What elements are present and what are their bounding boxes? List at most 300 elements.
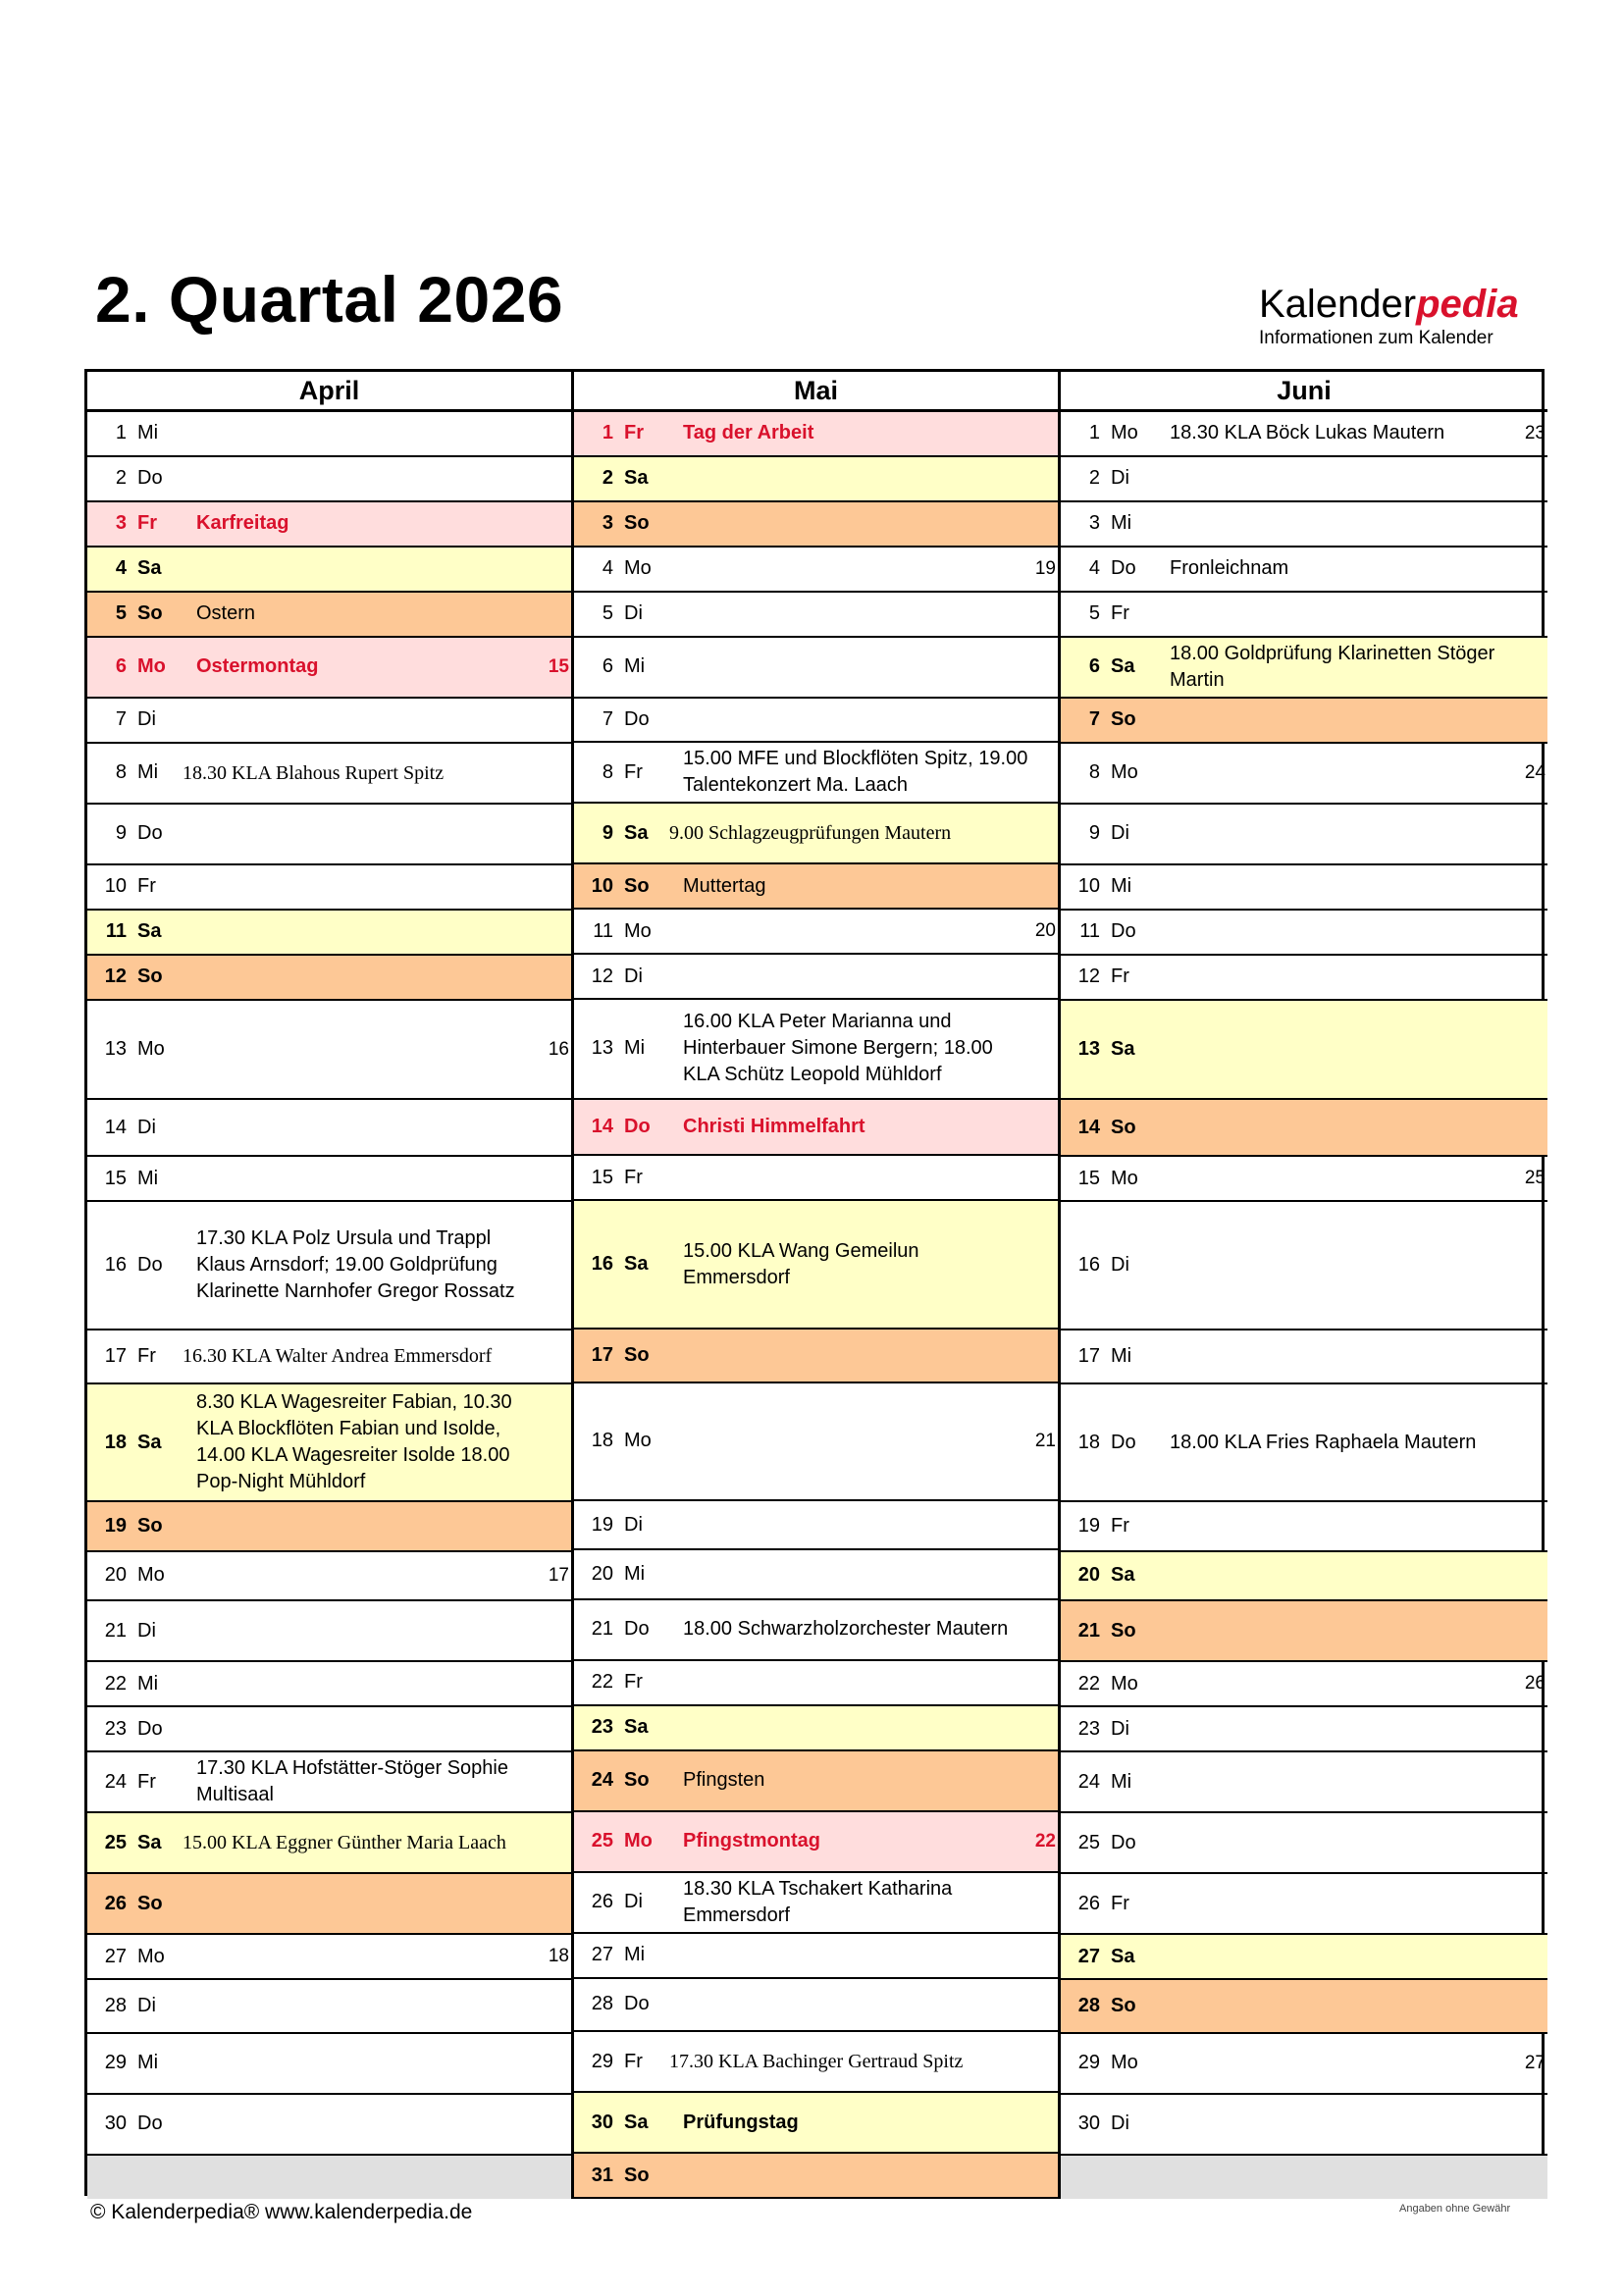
weekday: Mi	[137, 422, 159, 444]
weekday: So	[624, 512, 650, 535]
day-number: 7	[1088, 708, 1100, 731]
event-text: 18.00 KLA Fries Raphaela Mautern	[1170, 1431, 1477, 1453]
day-number: 19	[1077, 1515, 1100, 1538]
day-row	[574, 955, 1058, 1000]
day-number: 8	[115, 761, 127, 784]
weekday: Di	[624, 965, 643, 987]
day-row	[1061, 805, 1547, 865]
weekday: Di	[624, 1891, 643, 1913]
day-row	[574, 910, 1058, 955]
event-text: 18.00 Goldprüfung Klarinetten Stöger Martin	[1170, 642, 1495, 691]
day-number: 27	[591, 1944, 613, 1966]
day-row	[1061, 865, 1547, 911]
day-number: 9	[1088, 822, 1100, 845]
weekday: Fr	[1111, 1892, 1129, 1914]
day-row	[574, 1661, 1058, 1706]
month-column-juni	[1061, 412, 1547, 2199]
weekday: Fr	[137, 512, 157, 535]
event-text: 9.00 Schlagzeugprüfungen Mautern	[669, 822, 952, 845]
event-text: Tag der Arbeit	[683, 422, 814, 444]
weekday: So	[137, 1515, 163, 1538]
week-number: 19	[1034, 557, 1056, 579]
day-number: 16	[104, 1253, 127, 1276]
weekday: Do	[624, 1618, 650, 1641]
day-row	[574, 699, 1058, 744]
day-number: 28	[591, 1993, 613, 2015]
day-number: 6	[115, 655, 127, 678]
brand-name	[1259, 285, 1544, 324]
day-number: 21	[591, 1618, 613, 1641]
day-row	[1061, 1552, 1547, 1601]
day-number: 16	[1077, 1253, 1100, 1276]
day-number: 2	[602, 467, 613, 490]
day-row	[1061, 1157, 1547, 1202]
day-row	[87, 1157, 571, 1202]
weekday: So	[137, 602, 163, 625]
weekday: Do	[137, 1717, 163, 1740]
week-number: 27	[1524, 2052, 1545, 2073]
day-number: 15	[1077, 1167, 1100, 1189]
week-number: 21	[1034, 1430, 1056, 1451]
day-row	[574, 1156, 1058, 1201]
day-number: 13	[591, 1037, 613, 1060]
weekday: Mi	[137, 761, 159, 784]
event-text: 18.30 KLA Böck Lukas Mautern	[1170, 422, 1445, 444]
event-text: 17.30 KLA Hofstätter-Stöger Sophie Multisaal	[196, 1757, 508, 1806]
weekday: Mi	[624, 1944, 646, 1966]
weekday: Fr	[624, 760, 643, 783]
day-row	[1061, 1001, 1547, 1101]
day-row	[1061, 1601, 1547, 1662]
day-row	[1061, 699, 1547, 744]
day-number: 16	[591, 1253, 613, 1276]
day-number: 15	[104, 1167, 127, 1189]
day-number: 13	[1077, 1038, 1100, 1061]
weekday: Mi	[1111, 875, 1132, 898]
month-header-april: April	[87, 372, 574, 412]
brand-name-main: Kalender	[1259, 283, 1417, 326]
day-number: 14	[1077, 1116, 1100, 1138]
day-row	[574, 457, 1058, 502]
day-row	[87, 1601, 571, 1662]
day-row	[1061, 1813, 1547, 1874]
weekday: Mo	[137, 1564, 165, 1587]
day-row	[1061, 2095, 1547, 2156]
day-number: 9	[115, 822, 127, 845]
day-number: 29	[1077, 2052, 1100, 2074]
day-number: 6	[602, 655, 613, 678]
weekday: So	[1111, 1619, 1136, 1642]
day-row	[87, 1662, 571, 1707]
day-number: 10	[104, 875, 127, 898]
day-number: 2	[1088, 467, 1100, 490]
day-number: 22	[591, 1671, 613, 1694]
day-row	[87, 744, 571, 805]
day-row	[574, 1706, 1058, 1751]
day-number: 7	[115, 708, 127, 731]
day-number: 24	[104, 1770, 127, 1793]
weekday: Fr	[1111, 602, 1129, 625]
event-text: 16.00 KLA Peter Marianna und Hinterbauer Simone Bergern; 18.00 KLA Schütz Leopold Mühldorf	[683, 1011, 993, 1086]
weekday: Do	[624, 707, 650, 730]
weekday: So	[624, 1769, 650, 1792]
day-row	[574, 1330, 1058, 1383]
weekday: Mi	[624, 655, 646, 678]
day-number: 2	[115, 467, 127, 490]
weekday: Di	[137, 1995, 156, 2016]
day-number: 5	[602, 602, 613, 625]
weekday: Sa	[1111, 655, 1135, 678]
day-row	[574, 1600, 1058, 1661]
day-number: 1	[602, 422, 613, 444]
day-row	[1061, 956, 1547, 1001]
day-number: 21	[104, 1619, 127, 1642]
weekday: Di	[1111, 467, 1129, 490]
weekday: So	[624, 1343, 650, 1366]
weekday: Mi	[1111, 1770, 1132, 1793]
day-number: 18	[591, 1430, 613, 1452]
weekday: Do	[1111, 1431, 1136, 1453]
day-number: 26	[104, 1892, 127, 1914]
weekday: Sa	[1111, 1038, 1135, 1061]
day-number: 12	[104, 965, 127, 988]
day-row	[87, 1384, 571, 1503]
day-number: 17	[1077, 1344, 1100, 1367]
day-number: 27	[104, 1945, 127, 1967]
day-row	[87, 1001, 571, 1101]
month-header-juni: Juni	[1061, 372, 1547, 412]
day-row	[1061, 412, 1547, 457]
weekday: Do	[1111, 920, 1136, 943]
week-number: 25	[1524, 1168, 1545, 1189]
day-row	[1061, 1502, 1547, 1551]
day-row	[87, 1752, 571, 1813]
day-row	[1061, 1384, 1547, 1503]
day-row	[87, 412, 571, 457]
day-row	[574, 502, 1058, 548]
day-number: 23	[104, 1717, 127, 1740]
day-number: 11	[1079, 920, 1100, 943]
day-number: 20	[104, 1564, 127, 1587]
weekday: Fr	[624, 2050, 643, 2072]
day-number: 19	[104, 1515, 127, 1538]
day-number: 22	[1077, 1672, 1100, 1695]
day-number: 18	[104, 1431, 127, 1453]
weekday: Sa	[624, 467, 649, 490]
weekday: Mi	[624, 1563, 646, 1586]
weekday: Do	[1111, 1831, 1136, 1853]
day-row	[1061, 548, 1547, 593]
event-text: 16.30 KLA Walter Andrea Emmersdorf	[183, 1345, 493, 1368]
event-text: 18.30 KLA Blahous Rupert Spitz	[183, 761, 445, 784]
weekday: Sa	[137, 1831, 162, 1853]
day-number: 4	[602, 557, 613, 580]
weekday: Fr	[624, 1166, 643, 1188]
weekday: Sa	[137, 1431, 162, 1453]
brand-tagline: Informationen zum Kalender	[1259, 328, 1493, 348]
weekday: Fr	[137, 1344, 156, 1367]
day-row	[1061, 2034, 1547, 2095]
weekday: Mo	[1111, 422, 1138, 444]
day-row	[574, 1000, 1058, 1100]
weekday: Fr	[1111, 965, 1129, 988]
event-text: Fronleichnam	[1170, 557, 1289, 580]
weekday: So	[1111, 1116, 1136, 1138]
day-number: 23	[1077, 1717, 1100, 1740]
event-text: 17.30 KLA Bachinger Gertraud Spitz	[669, 2051, 964, 2073]
day-number: 3	[602, 512, 613, 535]
page-title: 2. Quartal 2026	[95, 263, 564, 336]
day-number: 19	[591, 1513, 613, 1536]
week-number: 22	[1034, 1830, 1056, 1852]
day-number: 14	[591, 1115, 613, 1137]
day-number: 29	[591, 2050, 613, 2072]
month-column-april	[87, 412, 574, 2199]
event-text: Ostern	[196, 602, 256, 625]
day-row	[1061, 911, 1547, 956]
day-row	[1061, 457, 1547, 502]
day-number: 7	[602, 707, 613, 730]
empty-day-cell	[1061, 2156, 1547, 2199]
day-row	[87, 699, 571, 744]
day-number: 29	[104, 2052, 127, 2074]
brand-logo[interactable]	[1259, 285, 1544, 349]
day-row	[574, 638, 1058, 699]
day-number: 17	[104, 1344, 127, 1367]
day-number: 31	[591, 2164, 613, 2186]
weekday: Fr	[137, 875, 156, 898]
weekday: Mi	[137, 2052, 159, 2074]
day-row	[1061, 1980, 1547, 2034]
weekday: So	[1111, 708, 1136, 731]
week-number: 26	[1524, 1673, 1545, 1695]
event-text: Pfingstmontag	[683, 1830, 820, 1852]
day-number: 23	[591, 1716, 613, 1739]
day-number: 12	[591, 965, 613, 987]
month-header-mai: Mai	[574, 372, 1061, 412]
day-number: 26	[591, 1891, 613, 1913]
day-row	[87, 1935, 571, 1980]
weekday: So	[137, 965, 163, 988]
day-number: 28	[104, 1995, 127, 2016]
weekday: Do	[137, 467, 163, 490]
day-number: 22	[104, 1672, 127, 1695]
day-number: 25	[1077, 1831, 1100, 1853]
weekday: Mo	[624, 557, 652, 580]
weekday: Mi	[137, 1672, 159, 1695]
weekday: Sa	[137, 920, 162, 943]
day-row	[87, 1980, 571, 2034]
day-number: 30	[591, 2111, 613, 2133]
day-row	[1061, 1100, 1547, 1157]
day-row	[87, 1813, 571, 1874]
weekday: Di	[624, 602, 643, 625]
day-row	[87, 457, 571, 502]
quarter-calendar-grid	[84, 369, 1545, 2196]
day-row	[574, 1100, 1058, 1157]
event-text: Karfreitag	[196, 512, 289, 535]
day-row	[87, 2095, 571, 2156]
day-row	[574, 1873, 1058, 1934]
weekday: Mo	[1111, 1167, 1138, 1189]
weekday: Fr	[624, 1671, 643, 1694]
week-number: 17	[548, 1564, 569, 1586]
day-row	[574, 593, 1058, 638]
day-number: 25	[591, 1830, 613, 1852]
day-row	[87, 956, 571, 1001]
weekday: Sa	[137, 557, 162, 580]
day-number: 5	[115, 602, 127, 625]
day-row	[87, 1100, 571, 1157]
day-row	[87, 911, 571, 956]
event-text: 18.00 Schwarzholzorchester Mautern	[683, 1618, 1009, 1641]
weekday: Mo	[137, 1945, 165, 1967]
day-row	[574, 1751, 1058, 1812]
day-row	[87, 1330, 571, 1384]
day-number: 3	[1088, 512, 1100, 535]
day-row	[87, 593, 571, 638]
footer-copyright: © Kalenderpedia® www.kalenderpedia.de	[90, 2201, 473, 2223]
day-number: 4	[115, 557, 127, 580]
day-number: 8	[602, 760, 613, 783]
event-text: 18.30 KLA Tschakert Katharina Emmersdorf	[683, 1877, 953, 1926]
event-text: 8.30 KLA Wagesreiter Fabian, 10.30 KLA Blockflöten Fabian und Isolde, 14.00 KLA Wagesreiter Isolde 18.00 Pop-Night Mühldorf	[196, 1391, 512, 1492]
weekday: Mi	[137, 1167, 159, 1189]
week-number: 20	[1034, 920, 1056, 942]
day-row	[574, 2093, 1058, 2154]
day-number: 10	[591, 874, 613, 897]
day-row	[574, 1550, 1058, 1599]
day-number: 24	[1077, 1770, 1100, 1793]
day-row	[574, 2032, 1058, 2093]
weekday: Sa	[1111, 1564, 1135, 1587]
event-text: Ostermontag	[196, 655, 319, 678]
weekday: Mo	[624, 1830, 653, 1852]
weekday: Di	[1111, 1253, 1129, 1276]
day-number: 24	[591, 1769, 613, 1792]
weekday: Fr	[137, 1770, 156, 1793]
day-row	[87, 865, 571, 911]
weekday: Fr	[1111, 1515, 1129, 1538]
day-row	[1061, 1874, 1547, 1935]
day-number: 26	[1077, 1892, 1100, 1914]
day-row	[87, 805, 571, 865]
weekday: Fr	[624, 422, 644, 444]
weekday: Sa	[624, 1716, 649, 1739]
day-number: 14	[104, 1116, 127, 1138]
day-number: 10	[1077, 875, 1100, 898]
event-text: 15.00 KLA Eggner Günther Maria Laach	[183, 1832, 506, 1854]
weekday: Mo	[1111, 2052, 1138, 2074]
weekday: So	[1111, 1995, 1136, 2016]
weekday: Sa	[624, 2111, 649, 2133]
weekday: Mi	[1111, 1344, 1132, 1367]
day-number: 18	[1077, 1431, 1100, 1453]
day-number: 30	[104, 2112, 127, 2135]
day-row	[1061, 1935, 1547, 1980]
weekday: Do	[624, 1115, 651, 1137]
brand-name-accent: pedia	[1416, 283, 1519, 326]
day-row	[87, 1202, 571, 1330]
week-number: 23	[1524, 422, 1545, 443]
day-row	[574, 1812, 1058, 1873]
day-row	[1061, 502, 1547, 548]
day-number: 8	[1088, 761, 1100, 784]
day-number: 21	[1077, 1619, 1100, 1642]
day-row	[87, 638, 571, 699]
day-row	[1061, 1662, 1547, 1707]
weekday: Mo	[1111, 1672, 1138, 1695]
weekday: Di	[137, 1619, 156, 1642]
event-text: Christi Himmelfahrt	[683, 1115, 865, 1137]
weekday: So	[137, 1892, 163, 1914]
weekday: Di	[137, 708, 156, 731]
day-number: 27	[1077, 1945, 1100, 1967]
weekday: Mi	[1111, 512, 1132, 535]
day-row	[574, 412, 1058, 457]
event-text: 17.30 KLA Polz Ursula und Trappl Klaus Arnsdorf; 19.00 Goldprüfung Klarinette Narnhofer Gregor Rossatz	[196, 1226, 515, 1302]
weekday: Do	[624, 1993, 650, 2015]
day-row	[1061, 1330, 1547, 1384]
day-number: 20	[1077, 1564, 1100, 1587]
event-text: Muttertag	[683, 874, 766, 897]
day-number: 15	[591, 1166, 613, 1188]
day-number: 20	[591, 1563, 613, 1586]
day-row	[87, 1502, 571, 1551]
weekday: Di	[137, 1116, 156, 1138]
day-number: 5	[1088, 602, 1100, 625]
week-number: 18	[548, 1946, 569, 1967]
event-text: 15.00 KLA Wang Gemeilun Emmersdorf	[683, 1239, 919, 1288]
event-text: 15.00 MFE und Blockflöten Spitz, 19.00 Talentekonzert Ma. Laach	[683, 748, 1028, 797]
day-number: 30	[1077, 2112, 1100, 2135]
week-number: 16	[548, 1038, 569, 1060]
weekday: Sa	[624, 1253, 649, 1276]
day-number: 12	[1077, 965, 1100, 988]
day-row	[1061, 1707, 1547, 1752]
weekday: Mo	[624, 1430, 652, 1452]
day-number: 3	[115, 512, 127, 535]
day-number: 9	[602, 821, 613, 844]
day-row	[574, 804, 1058, 864]
weekday: Di	[624, 1513, 643, 1536]
day-row	[574, 1934, 1058, 1979]
day-row	[87, 2034, 571, 2095]
event-text: Prüfungstag	[683, 2111, 799, 2133]
day-row	[574, 2154, 1058, 2199]
day-number: 1	[115, 422, 127, 444]
weekday: Do	[1111, 557, 1136, 580]
weekday: Mi	[624, 1037, 646, 1060]
day-row	[1061, 638, 1547, 699]
day-row	[87, 1552, 571, 1601]
day-number: 28	[1077, 1995, 1100, 2016]
day-number: 6	[1088, 655, 1100, 678]
day-row	[1061, 593, 1547, 638]
day-row	[1061, 744, 1547, 805]
weekday: Mo	[137, 1038, 165, 1061]
day-row	[574, 1201, 1058, 1330]
event-text: Pfingsten	[683, 1769, 765, 1792]
weekday: Do	[137, 822, 163, 845]
weekday: So	[624, 874, 650, 897]
day-number: 11	[105, 920, 127, 943]
day-row	[1061, 1752, 1547, 1813]
weekday: Do	[137, 2112, 163, 2135]
weekday: Mo	[624, 919, 652, 942]
day-number: 17	[591, 1343, 613, 1366]
footer-disclaimer: Angaben ohne Gewähr	[1399, 2203, 1511, 2215]
